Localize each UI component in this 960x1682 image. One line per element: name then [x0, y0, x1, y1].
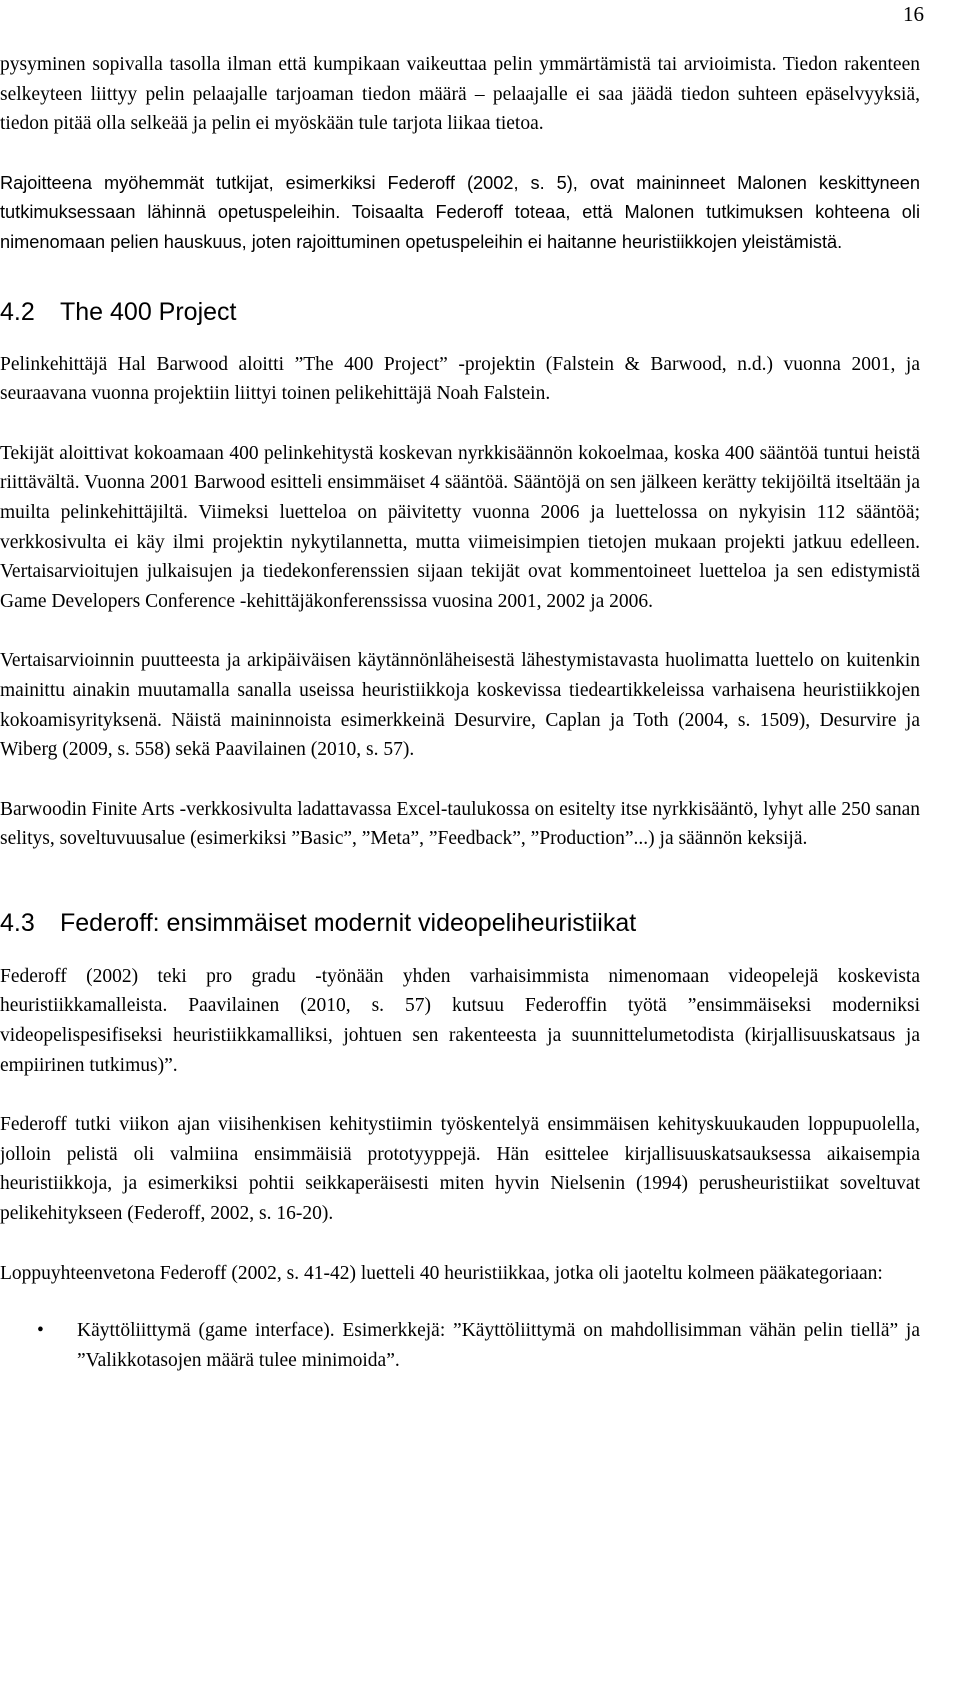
paragraph: Rajoitteena myöhemmät tutkijat, esimerkiksi Federoff (2002, s. 5), ovat maininneet Malonen keskittyneen tutkimuksessaan lähinnä opetuspeleihin. Toisaalta Federoff toteaa, että Malonen tutkimuksen kohteena oli nimenomaan pelien hauskuus, joten rajoittuminen opetuspeleihin ei haitanne heuristiikkojen yleistämistä.	[0, 172, 920, 252]
bullet-icon: •	[37, 1320, 44, 1342]
document-body	[0, 50, 920, 1375]
paragraph: Barwoodin Finite Arts -verkkosivulta ladattavassa Excel-taulukossa on esitelty itse nyrkkisääntö, lyhyt alle 250 sanan selitys, soveltuvuusalue (esimerkiksi ”Basic”, ”Meta”, ”Feedback”, ”Production”...) ja säännön keksijä.	[0, 798, 920, 850]
paragraph: Vertaisarvioinnin puutteesta ja arkipäiväisen käytännönläheisestä lähestymistavasta huolimatta luettelo on kuitenkin mainittu ainakin muutamalla sanalla useissa heuristiikkoja koskevissa tiedeartikkeleissa varhaisena heuristiikkojen kokoamisyrityksenä. Näistä maininnoista esimerkkeinä Desurvire, Caplan ja Toth (2004, s. 1509), Desurvire ja Wiberg (2009, s. 558) sekä Paavilainen (2010, s. 57).	[0, 650, 920, 761]
section-heading-4-3	[0, 908, 920, 938]
paragraph: Federoff tutki viikon ajan viisihenkisen kehitystiimin työskentelyä ensimmäisen kehityskuukauden loppupuolella, jolloin pelistä oli valmiina ensimmäisiä prototyyppejä. Hän esittelee kirjallisuuskatsauksessa aikaisempia heuristiikkoja, ja esimerkiksi pohtii seikkaperäisesti miten hyvin Nielsenin (1994) perusheuristiikat soveltuvat pelikehitykseen (Federoff, 2002, s. 16-20).	[0, 1114, 920, 1225]
page-number: 16	[903, 2, 924, 26]
paragraph: Loppuyhteenvetona Federoff (2002, s. 41-42) luetteli 40 heuristiikkaa, jotka oli jaoteltu kolmeen pääkategoriaan:	[0, 1262, 883, 1284]
section-title: The 400 Project	[60, 297, 237, 326]
list-item-text: Käyttöliittymä (game interface). Esimerkkejä: ”Käyttöliittymä on mahdollisimman vähän pelin tiellä” ja ”Valikkotasojen määrä tulee minimoida”.	[77, 1320, 920, 1371]
paragraph: Pelinkehittäjä Hal Barwood aloitti ”The 400 Project” -projektin (Falstein & Barwood, n.d.) vuonna 2001, ja seuraavana vuonna projektiin liittyi toinen pelikehittäjä Noah Falstein.	[0, 353, 920, 405]
section-heading-4-2	[0, 297, 920, 327]
bullet-list	[0, 1316, 920, 1375]
paragraph: pysyminen sopivalla tasolla ilman että kumpikaan vaikeuttaa pelin ymmärtämistä tai arvioimista. Tiedon rakenteen selkeyteen liittyy pelin pelaajalle tarjoaman tiedon määrä – pelaajalle ei saa jäädä tiedon suhteen epäselvyyksiä, tiedon pitää olla selkeää ja pelin ei myöskään tule tarjota liikaa tietoa.	[0, 54, 920, 135]
paragraph: Tekijät aloittivat kokoamaan 400 pelinkehitystä koskevan nyrkkisäännön kokoelmaa, koska 400 sääntöä tuntui heistä riittävältä. Vuonna 2001 Barwood esitteli ensimmäiset 4 sääntöä. Sääntöjä on sen jälkeen kerätty tekijöiltä itseltään ja muilta pelinkehittäjiltä. Viimeksi luetteloa on päivitetty vuonna 2006 ja luettelossa on nykyisin 112 sääntöä; verkkosivulta ei käy ilmi projektin nykytilannetta, mutta viimeisimpien tietojen mukaan projekti jatkuu edelleen. Vertaisarvioitujen julkaisujen ja tiedekonferenssien sijaan tekijät ovat kommentoineet luetteloa ja sen edistymistä Game Developers Conference -kehittäjäkonferenssissa vuosina 2001, 2002 ja 2006.	[0, 442, 920, 612]
section-number: 4.2	[0, 297, 35, 326]
section-title: Federoff: ensimmäiset modernit videopeliheuristiikat	[60, 908, 637, 937]
section-number: 4.3	[0, 908, 35, 937]
paragraph: Federoff (2002) teki pro gradu -työnään yhden varhaisimmista nimenomaan videopelejä koskevista heuristiikkamalleista. Paavilainen (2010, s. 57) kutsuu Federoffin työtä ”ensimmäiseksi moderniksi videopelispesifiseksi heuristiikkamalliksi, johtuen sen rakenteesta ja suunnittelumetodista (kirjallisuuskatsaus ja empiirinen tutkimus)”.	[0, 965, 920, 1076]
list-item	[0, 1316, 920, 1375]
